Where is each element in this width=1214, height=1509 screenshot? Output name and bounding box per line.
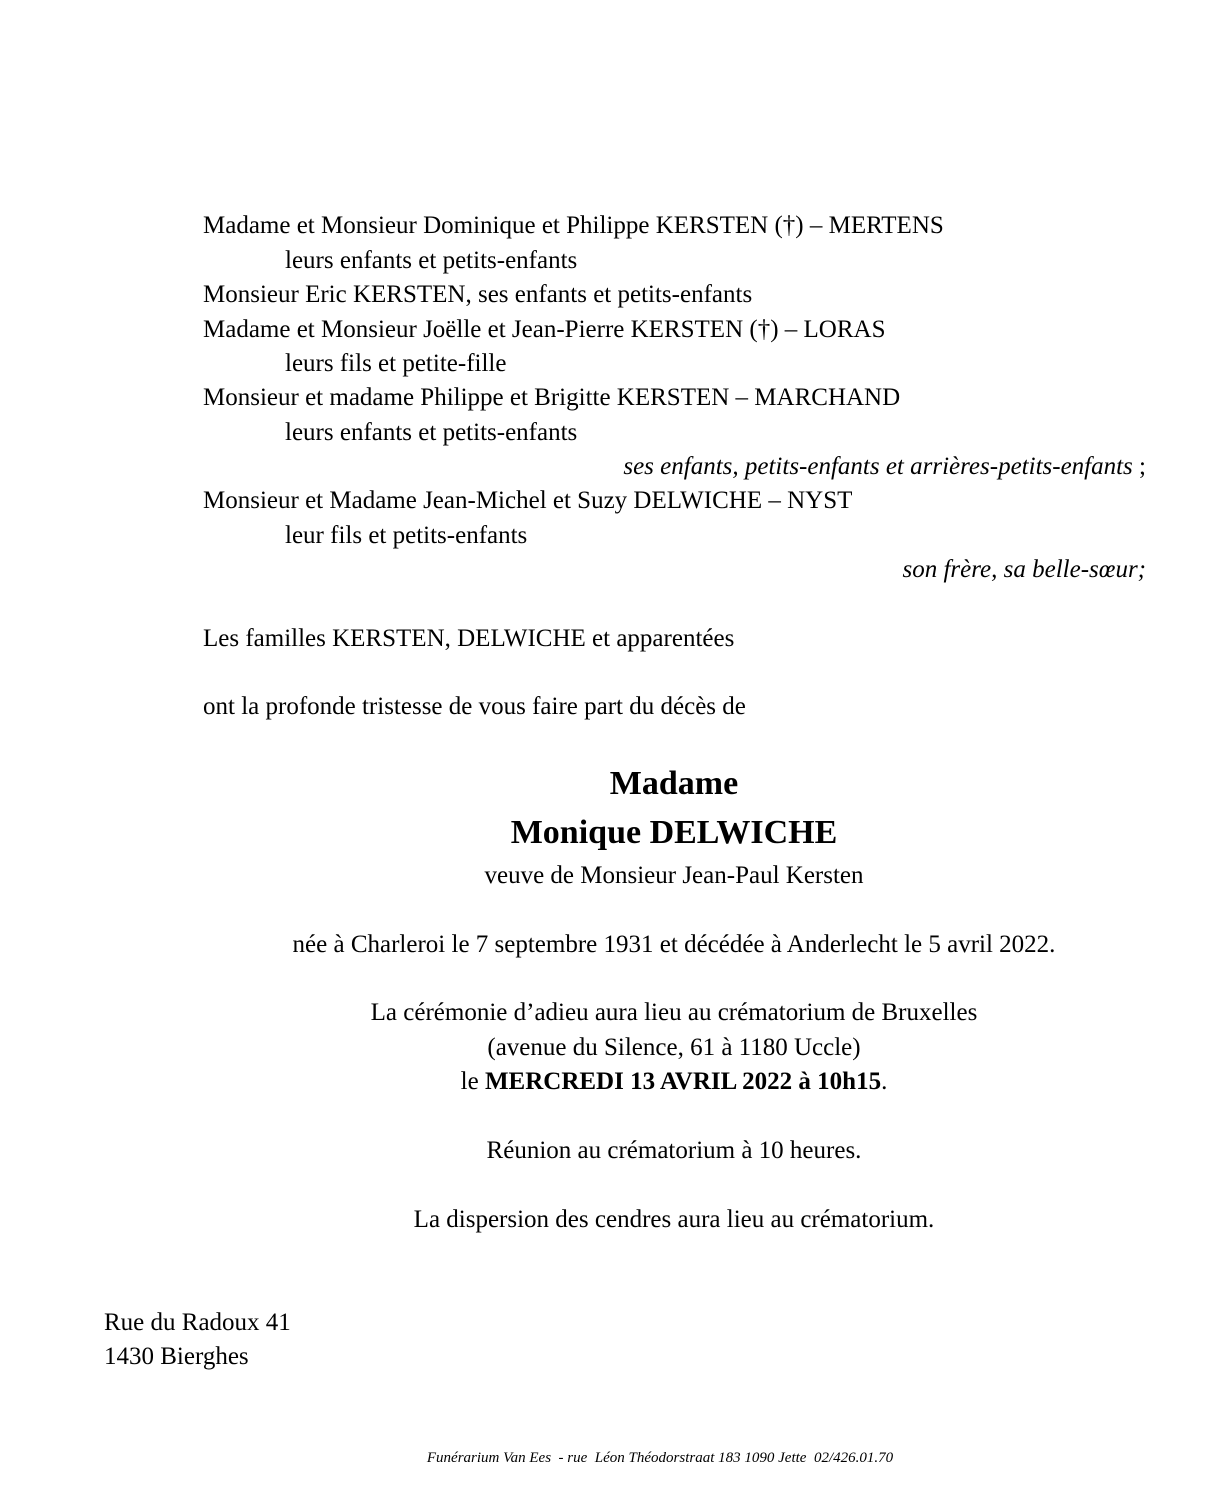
deceased-spouse: veuve de Monsieur Jean-Paul Kersten xyxy=(484,862,864,889)
dispersion-line: La dispersion des cendres aura lieu au crématorium. xyxy=(413,1206,935,1233)
families-line: Les familles KERSTEN, DELWICHE et apparentées xyxy=(203,625,735,652)
deceased-name: Monique DELWICHE xyxy=(510,814,838,851)
ceremony-date-line xyxy=(0,1065,1214,1099)
address-street: Rue du Radoux 41 xyxy=(104,1309,291,1336)
birth-death-line: née à Charleroi le 7 septembre 1931 et décédée à Anderlecht le 5 avril 2022. xyxy=(292,931,1056,958)
ceremony-date-suffix: . xyxy=(881,1068,888,1095)
family-group-1-children: leurs enfants et petits-enfants xyxy=(285,247,578,274)
family-group-1-parents: Madame et Monsieur Dominique et Philippe KERSTEN (†) – MERTENS xyxy=(203,212,944,239)
family-group-5-parents: Monsieur et Madame Jean-Michel et Suzy DELWICHE – NYST xyxy=(203,487,853,514)
family-group-4-parents: Monsieur et madame Philippe et Brigitte KERSTEN – MARCHAND xyxy=(203,384,901,411)
relation-punctuation: ; xyxy=(1132,453,1146,480)
deceased-title: Madame xyxy=(609,765,739,802)
relation-children: ses enfants, petits-enfants et arrières-petits-enfants xyxy=(623,453,1133,480)
ceremony-datetime: MERCREDI 13 AVRIL 2022 à 10h15 xyxy=(484,1068,882,1095)
funeral-home-footer: Funérarium Van Ees - rue Léon Théodorstraat 183 1090 Jette 02/426.01.70 xyxy=(426,1450,894,1466)
announcement-line: ont la profonde tristesse de vous faire part du décès de xyxy=(203,693,746,720)
address-city: 1430 Bierghes xyxy=(104,1343,249,1370)
family-group-2: Monsieur Eric KERSTEN, ses enfants et petits-enfants xyxy=(203,281,753,308)
family-group-3-parents: Madame et Monsieur Joëlle et Jean-Pierre KERSTEN (†) – LORAS xyxy=(203,316,886,343)
family-group-5-children: leur fils et petits-enfants xyxy=(285,522,528,549)
family-group-3-children: leurs fils et petite-fille xyxy=(285,350,507,377)
relation-line-2: son frère, sa belle-sœur; xyxy=(902,556,1146,583)
ceremony-date-prefix: le xyxy=(460,1068,485,1095)
family-group-4-children: leurs enfants et petits-enfants xyxy=(285,419,578,446)
ceremony-line-1: La cérémonie d’adieu aura lieu au crématorium de Bruxelles xyxy=(370,999,978,1026)
reunion-line: Réunion au crématorium à 10 heures. xyxy=(486,1137,862,1164)
relation-line-1 xyxy=(623,450,1146,484)
ceremony-location: (avenue du Silence, 61 à 1180 Uccle) xyxy=(487,1034,861,1061)
